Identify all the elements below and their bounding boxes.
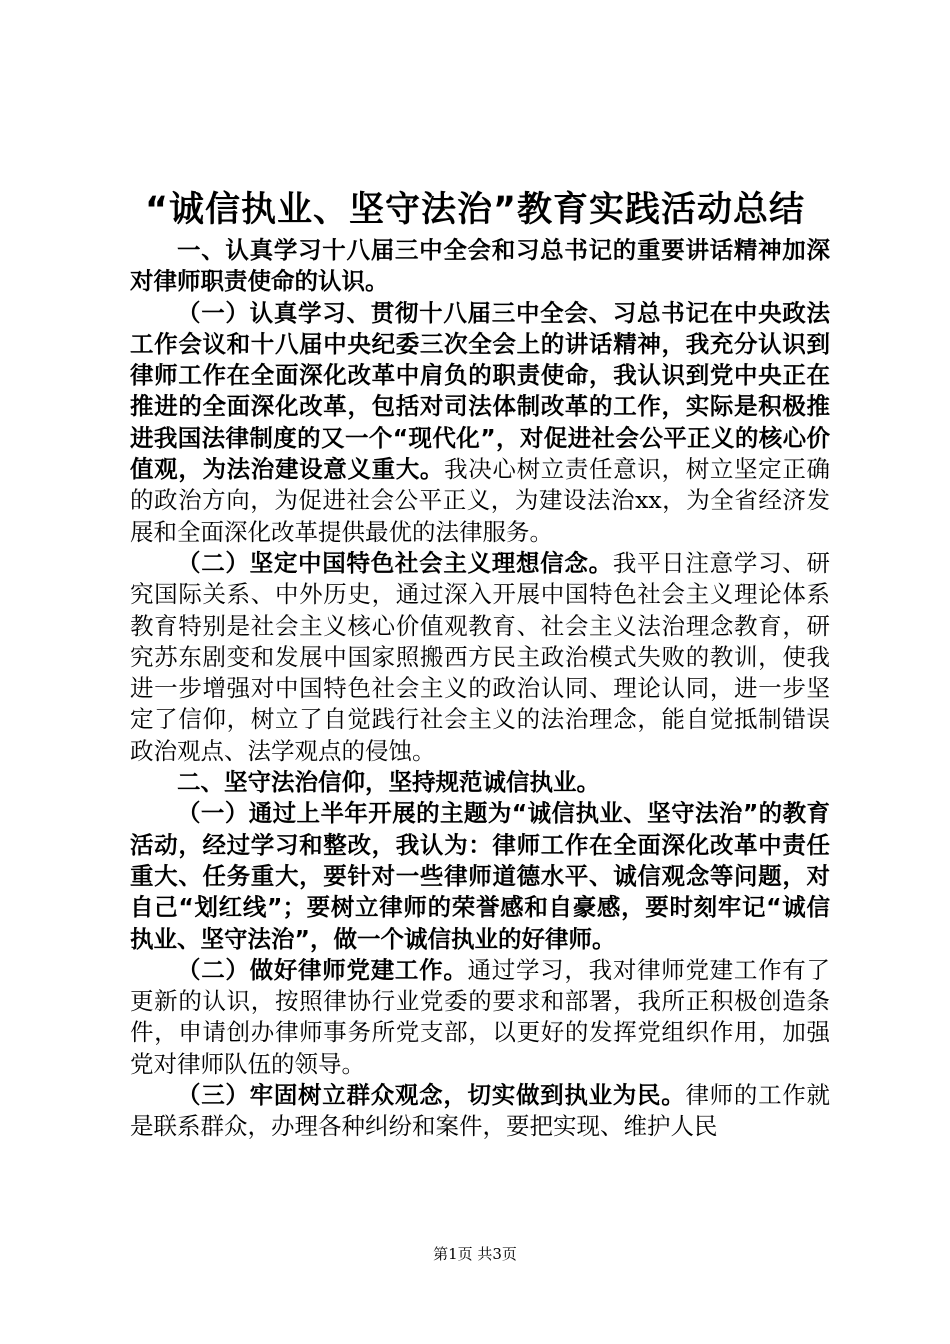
paragraph <box>130 1080 830 1143</box>
paragraph <box>130 955 830 1080</box>
paragraph-bold-text: 一、认真学习十八届三中全会和习总书记的重要讲话精神加深对律师职责使命的认识。 <box>130 236 830 296</box>
paragraph-bold-text: （三）牢固树立群众观念，切实做到执业为民。 <box>177 1081 686 1110</box>
paragraph-text: 通过学习，我对律师党建工作有了更新的认识，按照律协行业党委的要求和部署，我所正积极创造条件，申请创办律师事务所党支部，以更好的发挥党组织作用，加强党对律师队伍的领导。 <box>130 955 831 1078</box>
paragraph-text: 我决心树立责任意识，树立坚定正确的政治方向，为促进社会公平正义，为建设法治xx，为全省经济发展和全面深化改革提供最优的法律服务。 <box>130 455 831 546</box>
paragraph <box>130 798 830 954</box>
paragraph <box>130 767 830 798</box>
paragraph <box>130 235 830 298</box>
paragraph-bold-text: （二）坚定中国特色社会主义理想信念。 <box>177 548 613 577</box>
page-footer: 第1页 共3页 <box>433 1245 517 1263</box>
document-body <box>130 235 830 1143</box>
paragraph-bold-text: （一）认真学习、贯彻十八届三中全会、习总书记在中央政法工作会议和十八届中央纪委三次全会上的讲话精神，我充分认识到律师工作在全面深化改革中肩负的职责使命，我认识到党中央正在推进的全面深化改革，包括对司法体制改革的工作，实际是积极推进我国法律制度的又一个“现代化”，对促进社会公平正义的核心价值观，为法治建设意义重大。 <box>130 298 830 484</box>
paragraph-bold-text: 二、坚守法治信仰，坚持规范诚信执业。 <box>177 768 600 797</box>
paragraph-bold-text: （二）做好律师党建工作。 <box>177 955 468 984</box>
paragraph <box>130 548 830 767</box>
paragraph-bold-text: （一）通过上半年开展的主题为“诚信执业、坚守法治”的教育活动，经过学习和整改，我认为：律师工作在全面深化改革中责任重大、任务重大，要针对一些律师道德水平、诚信观念等问题，对自己“划红线”；要树立律师的荣誉感和自豪感，要时刻牢记“诚信执业、坚守法治”，做一个诚信执业的好律师。 <box>130 799 830 953</box>
paragraph-text: 律师的工作就是联系群众，办理各种纠纷和案件，要把实现、维护人民 <box>130 1081 831 1141</box>
paragraph-text: 我平日注意学习、研究国际关系、中外历史，通过深入开展中国特色社会主义理论体系教育特别是社会主义核心价值观教育、社会主义法治理念教育，研究苏东剧变和发展中国家照搬西方民主政治模式失败的教训，使我进一步增强对中国特色社会主义的政治认同、理论认同，进一步坚定了信仰，树立了自觉践行社会主义的法治理念，能自觉抵制错误政治观点、法学观点的侵蚀。 <box>130 548 831 765</box>
paragraph <box>130 298 830 548</box>
document-title: “诚信执业、坚守法治”教育实践活动总结 <box>144 190 805 230</box>
